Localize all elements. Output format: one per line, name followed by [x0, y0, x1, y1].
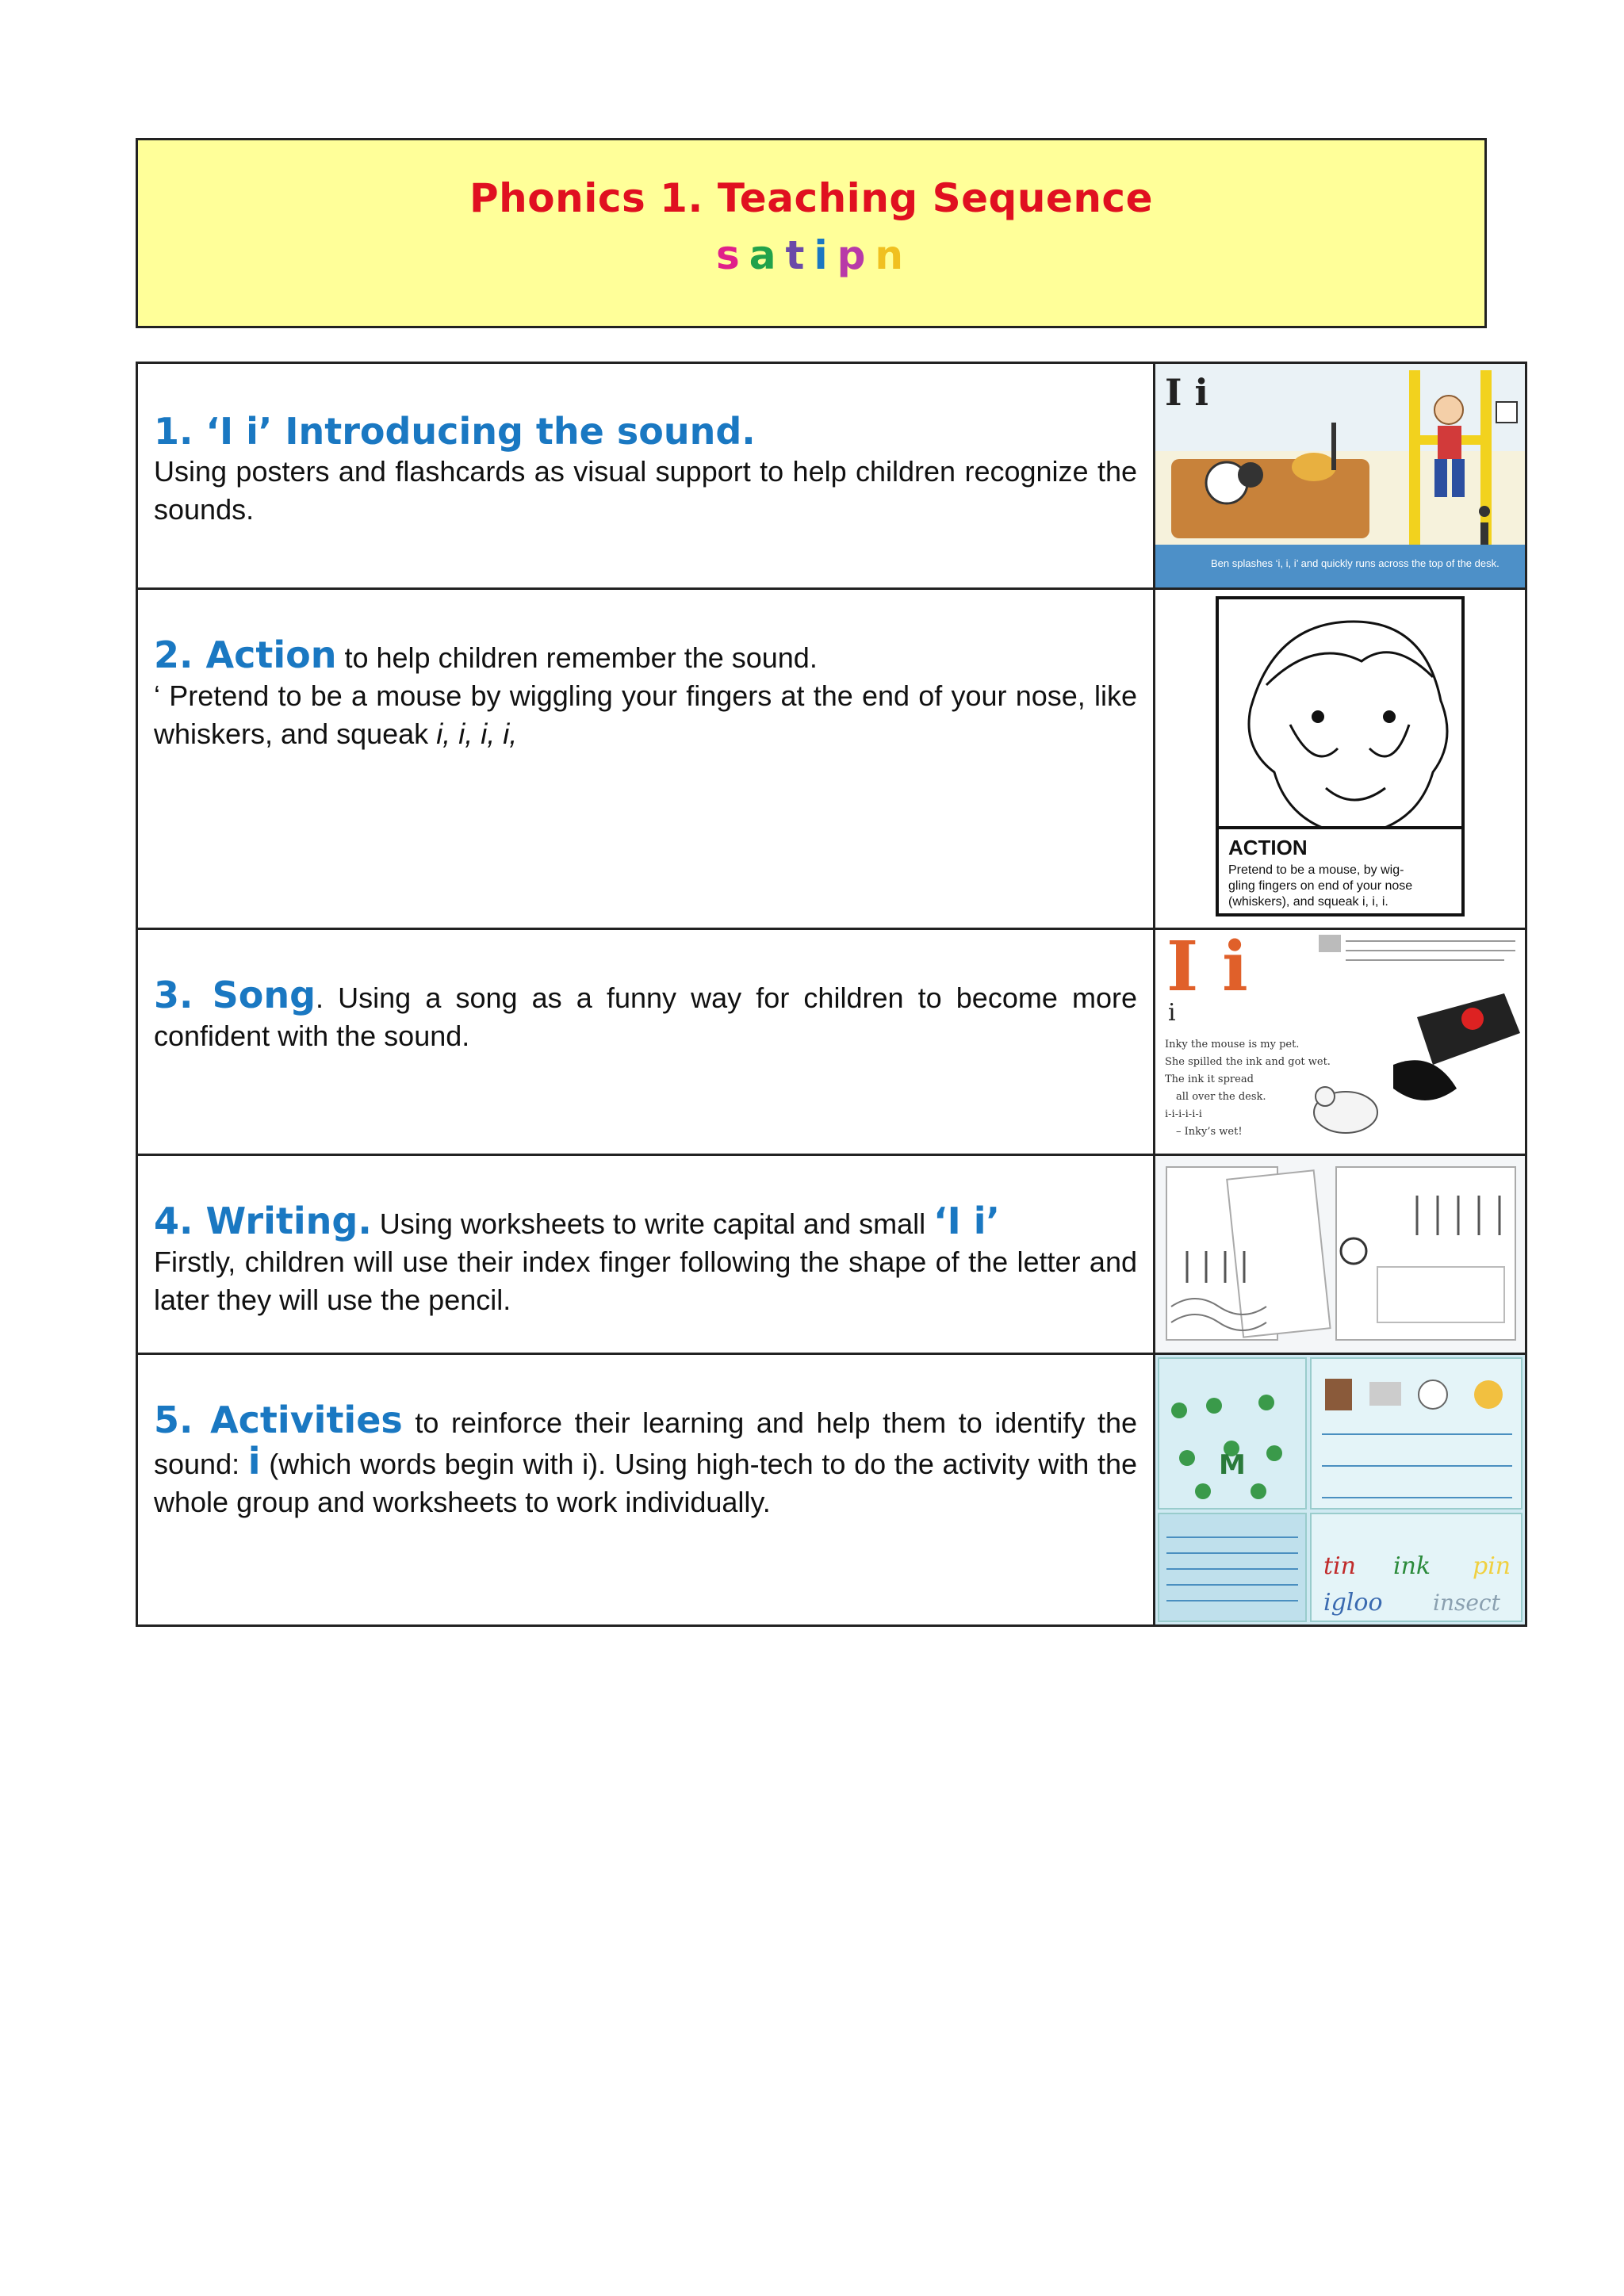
step-2-heading-tail: to help children remember the sound.: [336, 641, 818, 674]
step-row-4: [137, 1155, 1526, 1354]
step-1-heading: 1. ‘I i’ Introducing the sound.: [154, 410, 756, 453]
step-3-paragraph: [154, 976, 1137, 1055]
letter-s: s: [716, 232, 743, 278]
step-2-paragraph: [154, 633, 1137, 677]
step-3-image: [1155, 929, 1526, 1155]
step-1-text-cell: [137, 363, 1155, 589]
step-4-quote: ‘I i’: [933, 1200, 1000, 1242]
action-card-text-3: (whiskers), and squeak i, i, i.: [1228, 895, 1388, 909]
step-5-paragraph: [154, 1401, 1137, 1521]
action-card-text-1: Pretend to be a mouse, by wig-: [1228, 863, 1404, 877]
poster-caption: Ben splashes ‘i, i, i’ and quickly runs across the top of the desk.: [1211, 557, 1500, 569]
activities-illustration: [1155, 1355, 1525, 1624]
activity-word-ink: ink: [1393, 1552, 1431, 1580]
step-3-text: . Using a song as a funny way for children to become more confident with the sound.: [154, 982, 1137, 1052]
song-line-2: She spilled the ink and got wet.: [1165, 1056, 1331, 1068]
step-row-2: [137, 589, 1526, 929]
step-2-text-cell: [137, 589, 1155, 929]
page-title: Phonics 1. Teaching Sequence: [469, 175, 1153, 221]
activity-word-insect: insect: [1433, 1590, 1500, 1616]
action-card-illustration: [1155, 590, 1525, 928]
step-2-text: [154, 677, 1137, 753]
action-card-text-2: gling fingers on end of your nose: [1228, 879, 1413, 893]
step-2-squeak: i, i, i, i,: [436, 718, 518, 750]
step-5-sound: i: [247, 1440, 261, 1483]
song-line-6: – Inky’s wet!: [1176, 1126, 1243, 1138]
step-3-text-cell: [137, 929, 1155, 1155]
letter-t: t: [785, 232, 808, 278]
step-5-text-before: to reinforce their learning and help them to identify the sound:: [154, 1406, 1137, 1480]
step-row-3: [137, 929, 1526, 1155]
song-line-5: i-i-i-i-i-i: [1165, 1108, 1202, 1120]
worksheets-illustration: [1155, 1156, 1525, 1353]
step-2-image: [1155, 589, 1526, 929]
teaching-sequence-table: [136, 362, 1527, 1627]
step-5-image: [1155, 1354, 1526, 1626]
activity-word-tin: tin: [1323, 1552, 1356, 1580]
step-row-1: [137, 363, 1526, 589]
activity-word-igloo: igloo: [1323, 1589, 1383, 1617]
letter-n: n: [875, 232, 906, 278]
poster-illustration: [1155, 364, 1525, 587]
letter-a: a: [749, 232, 779, 278]
step-4-image: [1155, 1155, 1526, 1354]
title-box: [136, 138, 1487, 328]
step-1-text: Using posters and flashcards as visual support to help children recognize the sounds.: [154, 455, 1137, 526]
poster-letters: I i: [1165, 371, 1209, 414]
step-4-text-before: Using worksheets to write capital and small: [371, 1207, 934, 1240]
song-line-3: The ink it spread: [1165, 1073, 1254, 1085]
step-3-heading: 3. Song: [154, 974, 316, 1016]
song-line-4: all over the desk.: [1176, 1091, 1266, 1103]
step-1-image: [1155, 363, 1526, 589]
letter-p: p: [837, 232, 869, 278]
activity-word-pin: pin: [1473, 1552, 1511, 1580]
step-row-5: [137, 1354, 1526, 1626]
letter-i: i: [814, 232, 831, 278]
step-5-heading: 5. Activities: [154, 1399, 403, 1441]
step-5-text-cell: [137, 1354, 1155, 1626]
step-4-text-cell: [137, 1155, 1155, 1354]
step-4-heading: 4. Writing.: [154, 1200, 372, 1242]
song-letters: I i: [1166, 930, 1248, 1007]
step-2-heading: 2. Action: [154, 633, 337, 676]
song-line-1: Inky the mouse is my pet.: [1165, 1039, 1300, 1050]
action-card-title: ACTION: [1228, 836, 1308, 859]
step-4-paragraph: [154, 1202, 1137, 1243]
step-5-text-after: (which words begin with i). Using high-tech to do the activity with the whole group and worksheets to work individually.: [154, 1448, 1137, 1518]
song-sheet-illustration: [1155, 930, 1525, 1154]
letter-set: [138, 232, 1484, 278]
step-4-text-after: Firstly, children will use their index finger following the shape of the letter and later they will use the pencil.: [154, 1246, 1137, 1316]
svg-text:M: M: [1219, 1449, 1246, 1481]
song-small-letter: i: [1168, 999, 1176, 1027]
step-2-line: ‘ Pretend to be a mouse by wiggling your fingers at the end of your nose, like whiskers, and squeak: [154, 679, 1137, 750]
